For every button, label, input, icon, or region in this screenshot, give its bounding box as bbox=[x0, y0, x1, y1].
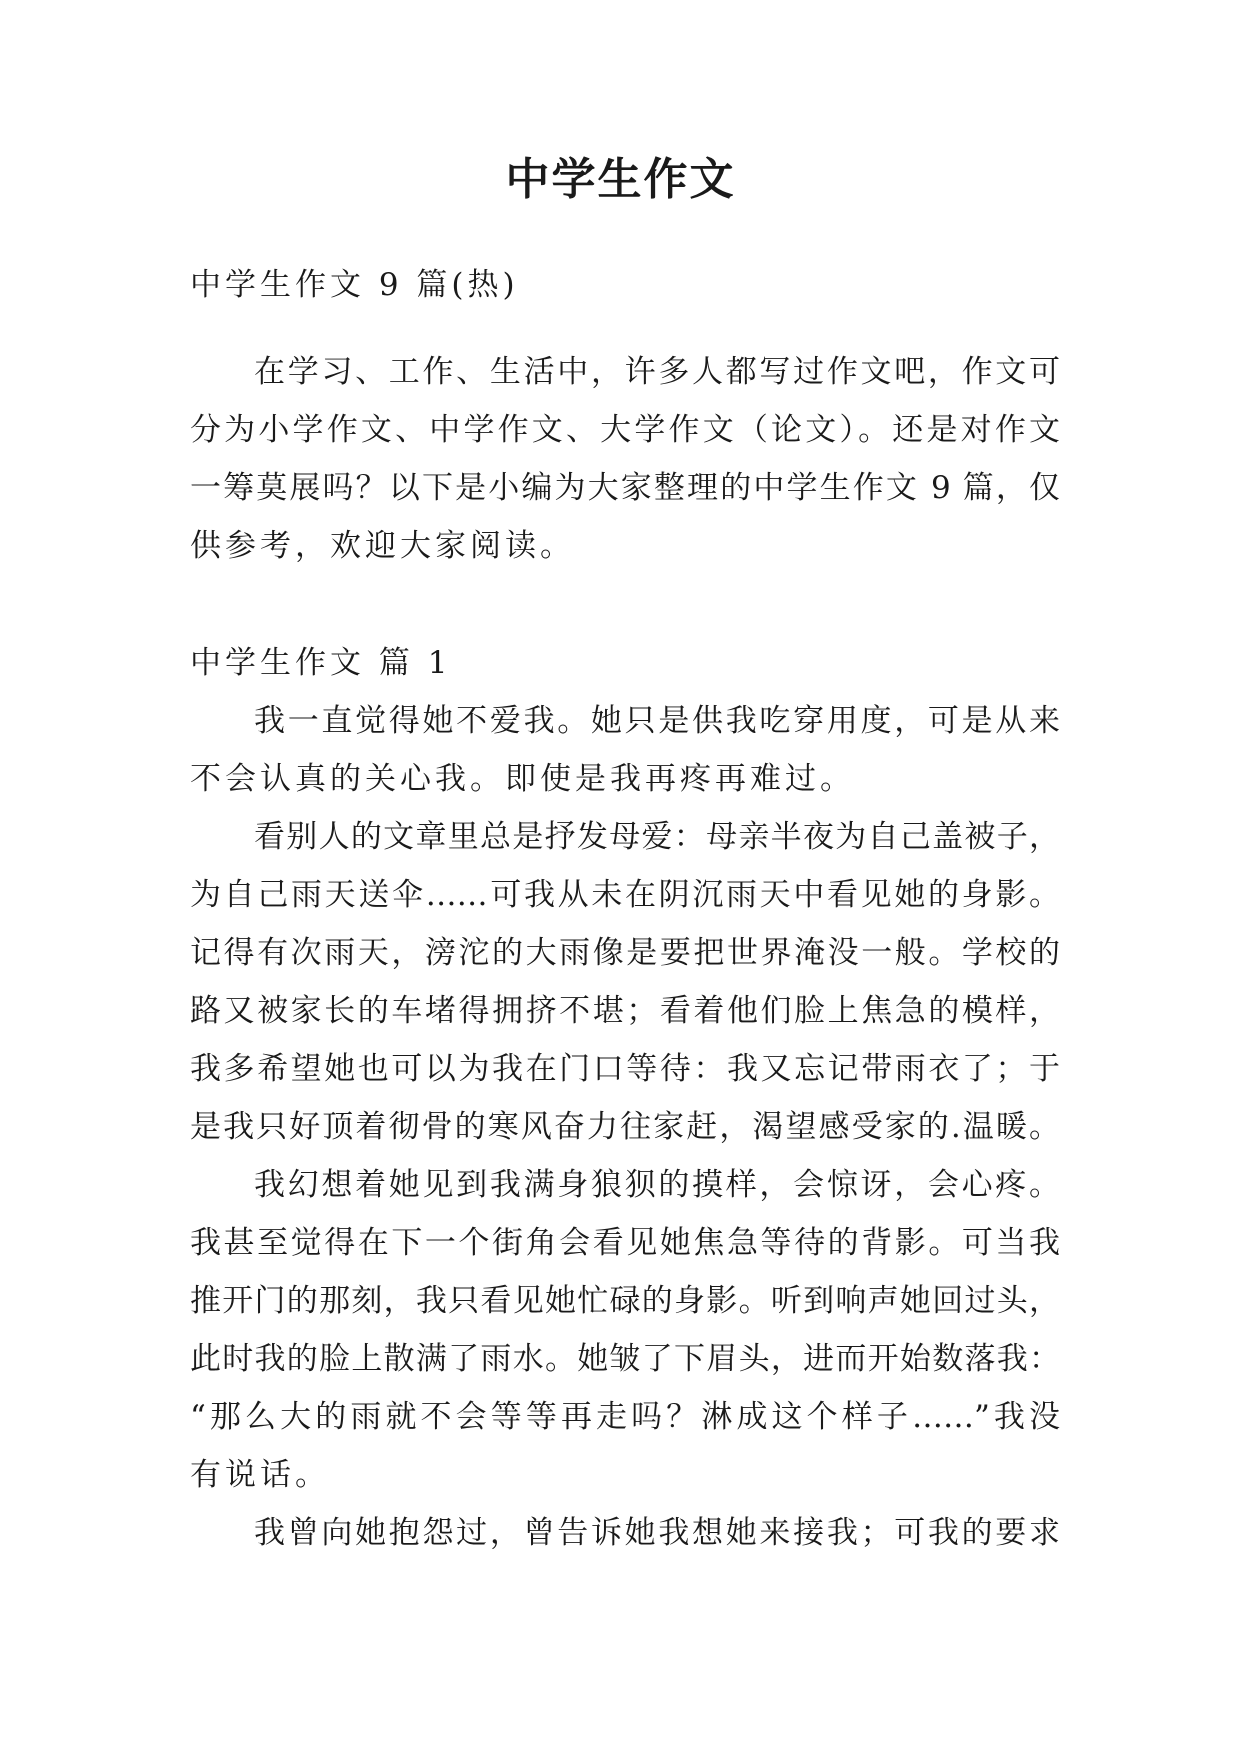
text-line: “那么大的雨就不会等等再走吗？淋成这个样子……”我没 bbox=[190, 1399, 1060, 1435]
text-line: 分为小学作文、中学作文、大学作文（论文）。还是对作文 bbox=[190, 412, 1060, 448]
text-line: 有说话。 bbox=[190, 1457, 330, 1493]
text-line: 我幻想着她见到我满身狼狈的摸样，会惊讶，会心疼。 bbox=[254, 1167, 1060, 1203]
text-line: 记得有次雨天，滂沱的大雨像是要把世界淹没一般。学校的 bbox=[190, 935, 1060, 971]
text-line: 一筹莫展吗？以下是小编为大家整理的中学生作文 9 篇，仅 bbox=[190, 470, 1060, 506]
text-line: 推开门的那刻，我只看见她忙碌的身影。听到响声她回过头， bbox=[190, 1283, 1060, 1319]
text-line: 我曾向她抱怨过，曾告诉她我想她来接我；可我的要求 bbox=[254, 1515, 1060, 1551]
text-line: 供参考，欢迎大家阅读。 bbox=[190, 528, 575, 564]
text-line: 中学生作文 9 篇(热) bbox=[190, 267, 519, 303]
text-line: 为自己雨天送伞……可我从未在阴沉雨天中看见她的身影。 bbox=[190, 877, 1060, 913]
text-line: 此时我的脸上散满了雨水。她皱了下眉头，进而开始数落我： bbox=[190, 1341, 1060, 1377]
document-title: 中学生作文 bbox=[505, 154, 736, 205]
text-line: 路又被家长的车堵得拥挤不堪；看着他们脸上焦急的模样， bbox=[190, 993, 1060, 1029]
text-line: 中学生作文 篇 1 bbox=[190, 645, 452, 681]
text-line: 我一直觉得她不爱我。她只是供我吃穿用度，可是从来 bbox=[254, 703, 1060, 739]
text-line: 不会认真的关心我。即使是我再疼再难过。 bbox=[190, 761, 855, 797]
text-line: 看别人的文章里总是抒发母爱：母亲半夜为自己盖被子， bbox=[254, 819, 1060, 855]
text-line: 是我只好顶着彻骨的寒风奋力往家赶，渴望感受家的.温暖。 bbox=[190, 1109, 1060, 1145]
text-line: 在学习、工作、生活中，许多人都写过作文吧，作文可 bbox=[254, 354, 1060, 390]
text-line: 我甚至觉得在下一个街角会看见她焦急等待的背影。可当我 bbox=[190, 1225, 1060, 1261]
text-line: 我多希望她也可以为我在门口等待：我又忘记带雨衣了；于 bbox=[190, 1051, 1060, 1087]
